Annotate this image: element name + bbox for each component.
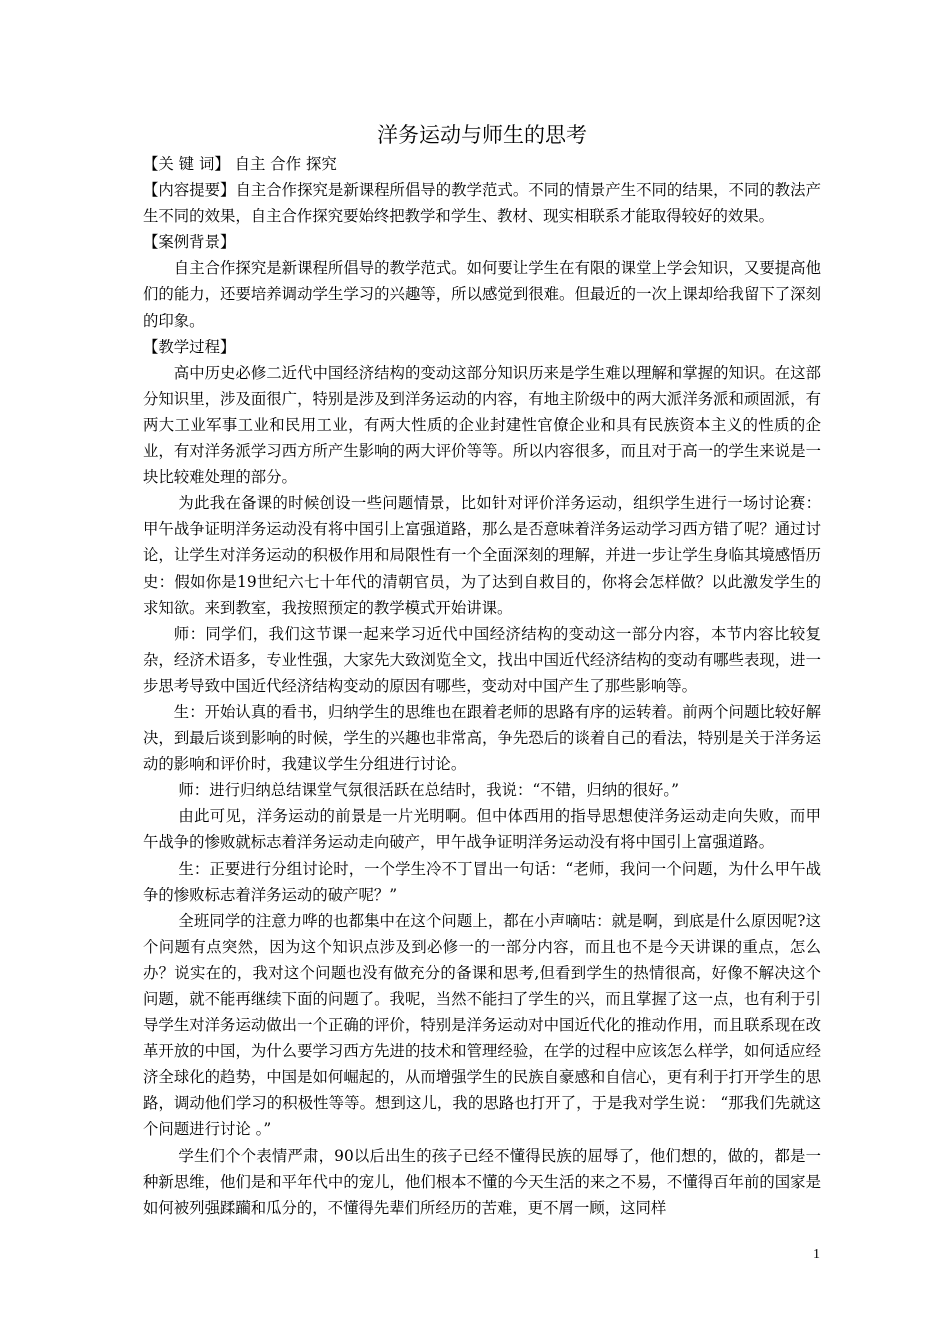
- body-paragraph: 为此我在备课的时候创设一些问题情景，比如针对评价洋务运动，组织学生进行一场讨论赛：甲午战争证明洋务运动没有将中国引上富强道路，那么是否意味着洋务运动学习西方错了呢？通过讨论，让学生对洋务运动的积极作用和局限性有一个全面深刻的理解，并进一步让学生身临其境感悟历史：假如你是19世纪六七十年代的清朝官员，为了达到自救目的，你将会怎样做？以此激发学生的求知欲。来到教室，我按照预定的教学模式开始讲课。: [143, 494, 821, 617]
- keywords-line: 【关 键 词】 自主 合作 探究: [143, 155, 337, 173]
- page-number: 1: [813, 1247, 820, 1262]
- body-paragraph: 学生们个个表情严肃，90以后出生的孩子已经不懂得民族的屈辱了，他们想的，做的，都是一种新思维，他们是和平年代中的宠儿，他们根本不懂的今天生活的来之不易，不懂得百年前的国家是如何被列强蹂躏和瓜分的，不懂得先辈们所经历的苦难，更不屑一顾，这同样: [143, 1146, 821, 1217]
- document-title: 洋务运动与师生的思考: [377, 123, 587, 147]
- body-paragraph: 由此可见，洋务运动的前景是一片光明啊。但中体西用的指导思想使洋务运动走向失败，而甲午战争的惨败就标志着洋务运动走向破产，甲午战争证明洋务运动没有将中国引上富强道路。: [143, 807, 821, 852]
- background-paragraph: 自主合作探究是新课程所倡导的教学范式。如何要让学生在有限的课堂上学会知识，又要提高他们的能力，还要培养调动学生学习的兴趣等，所以感觉到很难。但最近的一次上课却给我留下了深刻的印象。: [143, 259, 821, 330]
- process-heading: 【教学过程】: [143, 337, 236, 356]
- body-paragraph: 师：进行归纳总结课堂气氛很活跃在总结时，我说：“不错，归纳的很好。”: [178, 781, 679, 800]
- body-paragraph: 高中历史必修二近代中国经济结构的变动这部分知识历来是学生难以理解和掌握的知识。在这部分知识里，涉及面很广，特别是涉及到洋务运动的内容，有地主阶级中的两大派洋务派和顽固派，有两大工业军事工业和民用工业，有两大性质的企业封建性官僚企业和具有民族资本主义的性质的企业，有对洋务派学习西方所产生影响的两大评价等等。所以内容很多，而且对于高一的学生来说是一块比较难处理的部分。: [143, 363, 821, 487]
- body-paragraph: 全班同学的注意力哗的也都集中在这个问题上，都在小声嘀咕：就是啊，到底是什么原因呢?这个问题有点突然，因为这个知识点涉及到必修一的一部分内容，而且也不是今天讲课的重点，怎么办？说实在的，我对这个问题也没有做充分的备课和思考,但看到学生的热情很高，好像不解决这个问题，就不能再继续下面的问题了。我呢，当然不能扫了学生的兴，而且掌握了这一点，也有利于引导学生对洋务运动做出一个正确的评价，特别是洋务运动对中国近代化的推动作用，而且联系现在改革开放的中国，为什么要学习西方先进的技术和管理经验，在学的过程中应该怎么样学，如何适应经济全球化的趋势，中国是如何崛起的，从而增强学生的民族自豪感和自信心，更有利于打开学生的思路，调动他们学习的积极性等等。想到这儿，我的思路也打开了，于是我对学生说： “那我们先就这个问题进行讨论 。”: [143, 911, 821, 1139]
- document-body: [143, 120, 821, 1221]
- body-paragraph: 生：正要进行分组讨论时，一个学生冷不丁冒出一句话：“老师，我问一个问题，为什么甲午战争的惨败标志着洋务运动的破产呢？”: [143, 859, 821, 904]
- background-heading: 【案例背景】: [143, 233, 236, 252]
- body-paragraph: 生：开始认真的看书，归纳学生的思维也在跟着老师的思路有序的运转着。前两个问题比较好解决，到最后谈到影响的时候，学生的兴趣也非常高，争先恐后的谈着自己的看法，特别是关于洋务运动的影响和评价时，我建议学生分组进行讨论。: [143, 702, 821, 774]
- summary-paragraph: 【内容提要】自主合作探究是新课程所倡导的教学范式。不同的情景产生不同的结果，不同的教法产生不同的效果，自主合作探究要始终把教学和学生、教材、现实相联系才能取得较好的效果。: [143, 181, 821, 226]
- body-paragraph: 师：同学们，我们这节课一起来学习近代中国经济结构的变动这一部分内容，本节内容比较复杂，经济术语多，专业性强，大家先大致浏览全文，找出中国近代经济结构的变动有哪些表现，进一步思考导致中国近代经济结构变动的原因有哪些，变动对中国产生了那些影响等。: [143, 624, 821, 695]
